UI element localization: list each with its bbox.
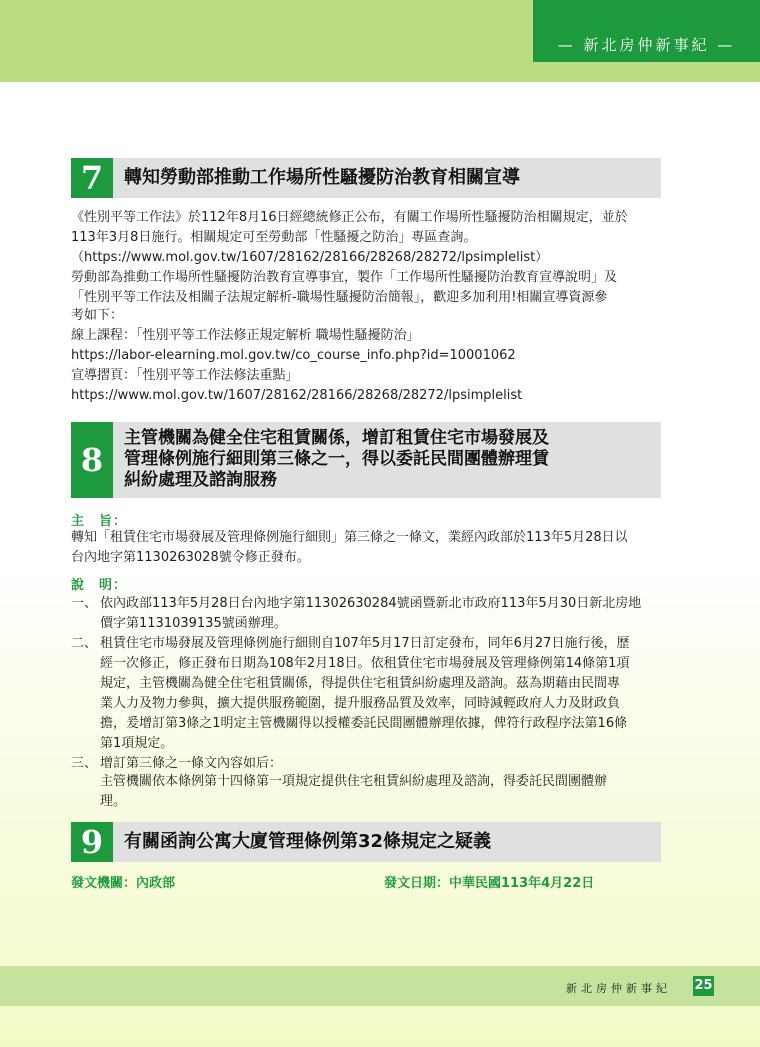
section-title: [124, 428, 653, 491]
section-7-header: [71, 158, 661, 198]
body-line: （https://www.mol.gov.tw/1607/28162/28166/28268/28272/lpsimplelist）: [71, 250, 549, 265]
body-line: 勞動部為推動工作場所性騷擾防治教育宣導事宜，製作「工作場所性騷擾防治教育宣導說明」及: [71, 270, 618, 285]
item-marker: 三、: [71, 756, 98, 771]
body-line: 「性別平等工作法及相關子法規定解析-職場性騷擾防治簡報」，歡迎多加利用!相關宣導資源參: [71, 290, 608, 305]
explain-label: 說 明：: [71, 578, 128, 593]
body-line: 線上課程：「性別平等工作法修正規定解析 職場性騷擾防治」: [71, 328, 420, 343]
body-line: 宣導摺頁：「性別平等工作法修法重點」: [71, 368, 299, 383]
subject-line: 台內地字第1130263028號令修正發布。: [71, 550, 310, 565]
item-marker: 一、: [71, 596, 98, 611]
body-link: https://www.mol.gov.tw/1607/28162/28166/28268/28272/lpsimplelist: [71, 388, 523, 403]
section-title-line: 糾紛處理及諮詢服務: [124, 470, 277, 490]
body-line: 《性別平等工作法》於112年8月16日經總統修正公布，有關工作場所性騷擾防治相關規定，並於: [71, 210, 628, 225]
item-line: 主管機關依本條例第十四條第一項規定提供住宅租賃糾紛處理及諮詢，得委託民間團體辦: [100, 774, 608, 789]
section-8-header: [71, 422, 661, 498]
item-line: 價字第1131039135號函辦理。: [100, 616, 287, 631]
item-line: 經一次修正，修正發布日期為108年2月18日。依租賃住宅市場發展及管理條例第14條第1項: [100, 656, 630, 671]
item-line: 業人力及物力參與，擴大提供服務範圍，提升服務品質及效率，同時減輕政府人力及財政負: [100, 696, 621, 711]
item-line: 租賃住宅市場發展及管理條例施行細則自107年5月17日訂定發布，同年6月27日施行後，歷: [100, 636, 630, 651]
footer-title: 新北房仲新事紀: [566, 982, 671, 995]
section-title-line: 管理條例施行細則第三條之一，得以委託民間團體辦理賃: [124, 449, 549, 469]
subject-line: 轉知「租賃住宅市場發展及管理條例施行細則」第三條之一條文，業經內政部於113年5月28日以: [71, 530, 628, 545]
section-9-header: [71, 822, 661, 862]
item-marker: 二、: [71, 636, 98, 651]
section-number: 7: [71, 158, 113, 198]
issuer: 發文機關：內政部: [71, 876, 176, 891]
running-title: — 新北房仲新事紀 —: [557, 36, 736, 54]
section-number: 8: [71, 422, 113, 498]
issue-date: 發文日期：中華民國113年4月22日: [384, 876, 595, 891]
section-title: 有關函詢公寓大廈管理條例第32條規定之疑義: [124, 831, 492, 852]
item-line: 依內政部113年5月28日台內地字第11302630284號函暨新北市政府113年5月30日新北房地: [100, 596, 642, 611]
body-link: https://labor-elearning.mol.gov.tw/co_course_info.php?id=10001062: [71, 348, 516, 363]
body-line: 113年3月8日施行。相關規定可至勞動部「性騷擾之防治」專區查詢。: [71, 230, 477, 245]
body-line: 考如下：: [71, 308, 124, 323]
item-line: 第1項規定。: [100, 736, 174, 751]
header-tab: [533, 0, 760, 62]
page-number: 25: [693, 976, 714, 996]
item-line: 增訂第三條之一條文內容如后：: [100, 756, 283, 771]
section-title: 轉知勞動部推動工作場所性騷擾防治教育相關宣導: [124, 167, 520, 188]
item-line: 理。: [100, 794, 127, 809]
item-line: 規定，主管機關為健全住宅租賃關係，得提供住宅租賃糾紛處理及諮詢。茲為期藉由民間專: [100, 676, 621, 691]
subject-label: 主 旨：: [71, 514, 128, 529]
section-number: 9: [71, 822, 113, 862]
item-line: 擔，爰增訂第3條之1明定主管機關得以授權委託民間團體辦理依據，俾符行政程序法第16條: [100, 716, 628, 731]
section-title-line: 主管機關為健全住宅租賃關係，增訂租賃住宅市場發展及: [124, 428, 549, 448]
